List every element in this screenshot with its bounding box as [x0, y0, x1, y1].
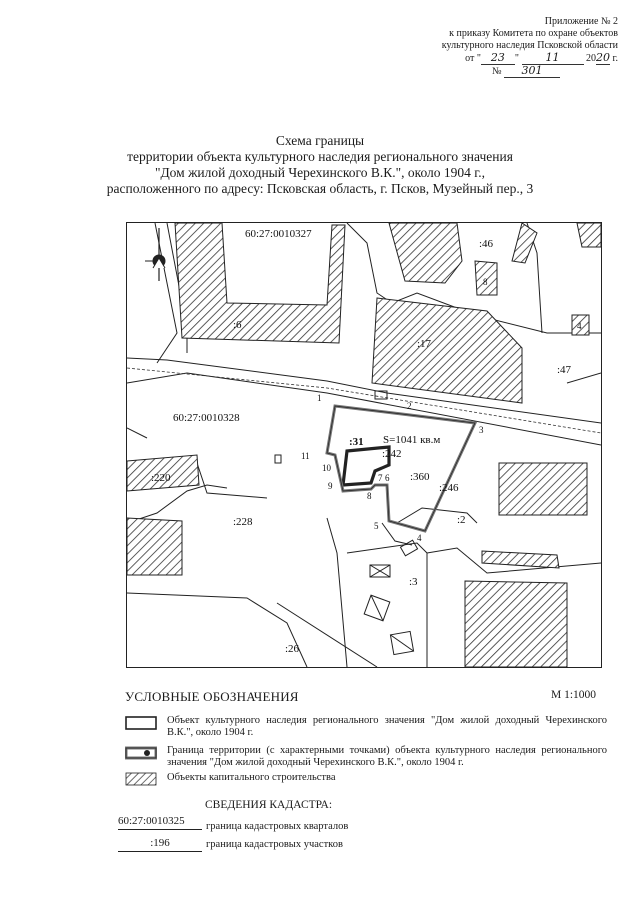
- date-month: 11: [522, 52, 584, 65]
- label-parcel-17: :17: [417, 338, 432, 350]
- appendix-number: [358, 65, 560, 78]
- label-parcel-360: :360: [410, 471, 430, 483]
- building-3a: [482, 551, 559, 568]
- date-suffix: г.: [612, 53, 618, 64]
- legend-item-heritage: [125, 715, 605, 739]
- title-line-1: Схема границы: [275, 133, 365, 148]
- label-bldg-8: 8: [483, 277, 488, 287]
- building-ne: [512, 223, 537, 263]
- point-2: 2: [407, 401, 412, 411]
- kadastr-heading: СВЕДЕНИЯ КАДАСТРА:: [205, 799, 333, 811]
- point-1: 1: [317, 393, 322, 403]
- appendix-date: [358, 52, 618, 65]
- point-7: 7: [378, 473, 383, 483]
- date-prefix: от ": [465, 53, 481, 64]
- legend-item-boundary: [125, 745, 605, 769]
- number-prefix: №: [491, 66, 502, 77]
- point-5: 5: [374, 521, 379, 531]
- number-value: 301: [504, 65, 560, 78]
- date-year-prefix: 20: [586, 53, 597, 64]
- appendix-committee: культурного наследия Псковской области: [441, 40, 618, 51]
- building-6: [175, 223, 345, 343]
- kvartal-desc: граница кадастровых кварталов: [206, 821, 349, 832]
- territory-boundary: [327, 406, 475, 531]
- legend-item-buildings: [125, 772, 605, 788]
- appendix-block: [358, 16, 618, 78]
- building-2: [499, 463, 587, 515]
- label-parcel-26: :26: [285, 643, 300, 655]
- uchastok-desc: граница кадастровых участков: [206, 839, 343, 850]
- uchastok-sample-number: :196: [150, 837, 170, 849]
- title-line-4: расположенного по адресу: Псковская область, г. Псков, Музейный пер., 3: [106, 181, 534, 196]
- label-kvartal-328: 60:27:0010328: [173, 412, 240, 424]
- building-3b: [465, 581, 567, 667]
- date-year: 20: [596, 51, 611, 64]
- label-parcel-242: :242: [382, 448, 402, 460]
- title-line-2: территории объекта культурного наследия регионального значения: [127, 149, 513, 164]
- document-title: [0, 133, 640, 197]
- point-3: 3: [479, 425, 484, 435]
- legend-heading: УСЛОВНЫЕ ОБОЗНАЧЕНИЯ: [125, 689, 299, 704]
- point-10: 10: [322, 463, 331, 473]
- label-parcel-3: :3: [409, 576, 418, 588]
- title-line-3: "Дом жилой доходный Черехинского В.К.", около 1904 г.,: [154, 165, 486, 180]
- kvartal-sample-number: 60:27:0010325: [118, 815, 185, 827]
- label-kvartal-327: 60:27:0010327: [245, 228, 312, 240]
- kvartal-sample: [118, 811, 202, 830]
- legend-item-heritage-text: Объект культурного наследия регионального значения "Дом жилой доходный Черехинского В.К.", около 1904 г.: [167, 715, 607, 738]
- uchastok-sample: [118, 833, 202, 852]
- label-parcel-46: :46: [479, 238, 494, 250]
- label-parcel-2: :2: [457, 514, 466, 526]
- label-parcel-228: :228: [233, 516, 253, 528]
- legend-item-buildings-text: Объекты капитального строительства: [167, 772, 336, 783]
- point-6: 6: [385, 473, 390, 483]
- building-corner: [577, 223, 601, 247]
- hatch-symbol-icon: [125, 772, 157, 786]
- label-parcel-220: :220: [151, 472, 171, 484]
- point-4: 4: [417, 533, 422, 543]
- north-arrow-icon: [145, 228, 165, 281]
- building-17: [372, 298, 522, 403]
- appendix-title: Приложение № 2: [544, 16, 618, 27]
- boundary-map: [126, 222, 602, 668]
- map-scale: М 1:1000: [551, 689, 597, 701]
- capital-buildings: [127, 223, 601, 667]
- point-8: 8: [367, 491, 372, 501]
- heritage-symbol-icon: [125, 716, 157, 730]
- date-day: 23: [481, 52, 515, 65]
- point-9: 9: [328, 481, 333, 491]
- label-parcel-47: :47: [557, 364, 572, 376]
- label-parcel-246: :246: [439, 482, 459, 494]
- label-area: S=1041 кв.м: [383, 434, 441, 446]
- boundary-symbol-icon: [125, 746, 157, 760]
- appendix-order: к приказу Комитета по охране объектов: [449, 28, 618, 39]
- point-11: 11: [301, 451, 310, 461]
- building-46: [389, 223, 462, 283]
- building-228: [127, 518, 182, 575]
- label-parcel-31: :31: [349, 436, 364, 448]
- label-bldg-4: 4: [577, 321, 582, 331]
- legend-item-boundary-text: Граница территории (с характерными точками) объекта культурного наследия регионального значения "Дом жилой доходный Черехинского В.К.", около 1904 г.: [167, 745, 607, 768]
- date-sep: ": [514, 53, 520, 64]
- label-parcel-6: :6: [233, 319, 242, 331]
